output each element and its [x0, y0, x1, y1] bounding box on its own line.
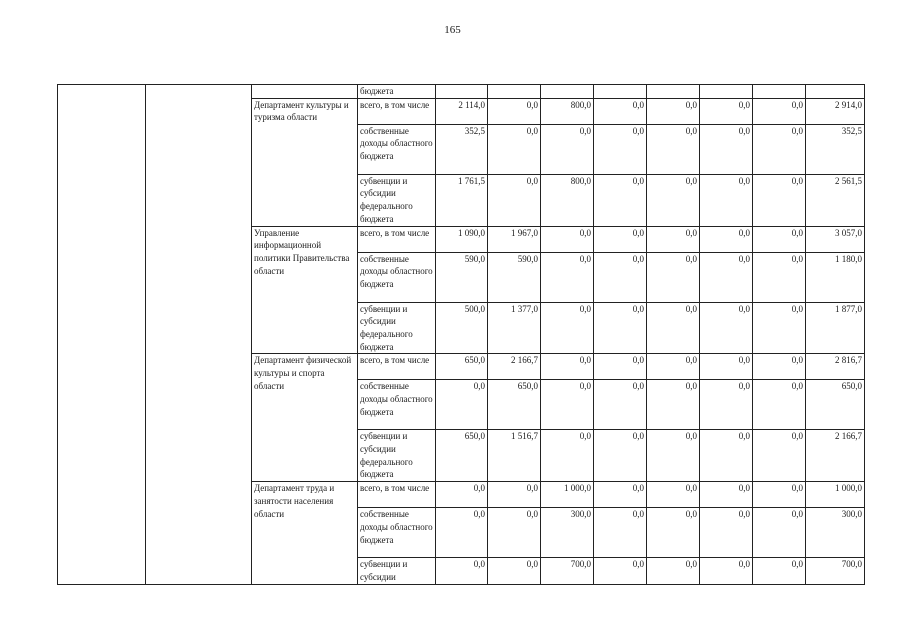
value-cell: 0,0 — [753, 482, 806, 508]
funding-source-label: всего, в том числе — [358, 98, 436, 124]
value-cell: 0,0 — [700, 302, 753, 354]
value-cell: 0,0 — [436, 558, 488, 585]
value-cell: 0,0 — [753, 380, 806, 430]
table-row — [58, 85, 865, 99]
total-value-cell: 300,0 — [806, 508, 865, 558]
total-value-cell: 352,5 — [806, 124, 865, 174]
total-value-cell: 1 877,0 — [806, 302, 865, 354]
value-cell: 0,0 — [700, 508, 753, 558]
value-cell: 0,0 — [700, 98, 753, 124]
value-cell: 352,5 — [436, 124, 488, 174]
value-cell: 590,0 — [436, 252, 488, 302]
value-cell: 1 377,0 — [488, 302, 541, 354]
value-cell: 0,0 — [541, 302, 594, 354]
value-cell: 1 000,0 — [541, 482, 594, 508]
value-cell: 0,0 — [541, 226, 594, 252]
value-cell: 0,0 — [647, 380, 700, 430]
value-cell: 0,0 — [594, 124, 647, 174]
value-cell: 0,0 — [647, 508, 700, 558]
value-cell: 0,0 — [594, 482, 647, 508]
value-cell: 0,0 — [753, 354, 806, 380]
value-cell: 0,0 — [700, 174, 753, 226]
department-name: Департамент труда и занятости населения области — [252, 482, 358, 585]
empty-cell — [146, 85, 252, 585]
value-cell: 0,0 — [753, 226, 806, 252]
value-cell: 0,0 — [753, 252, 806, 302]
value-cell: 800,0 — [541, 98, 594, 124]
department-name: Управление информационной политики Правительства области — [252, 226, 358, 354]
value-cell: 0,0 — [436, 508, 488, 558]
funding-source-label: субвенции и субсидии федерального бюджета — [358, 174, 436, 226]
value-cell: 0,0 — [594, 508, 647, 558]
value-cell: 0,0 — [753, 558, 806, 585]
department-name: Департамент культуры и туризма области — [252, 98, 358, 226]
value-cell: 1 967,0 — [488, 226, 541, 252]
total-value-cell: 2 914,0 — [806, 98, 865, 124]
value-cell: 590,0 — [488, 252, 541, 302]
empty-cell — [58, 85, 146, 585]
value-cell: 0,0 — [594, 174, 647, 226]
funding-source-label: бюджета — [358, 85, 436, 99]
value-cell: 650,0 — [436, 430, 488, 482]
value-cell — [541, 85, 594, 99]
funding-source-label: субвенции и субсидии федерального бюджета — [358, 302, 436, 354]
value-cell — [700, 85, 753, 99]
value-cell: 0,0 — [594, 226, 647, 252]
value-cell: 0,0 — [594, 354, 647, 380]
funding-source-label: субвенции и субсидии — [358, 558, 436, 585]
total-value-cell: 700,0 — [806, 558, 865, 585]
value-cell: 0,0 — [488, 482, 541, 508]
value-cell — [806, 85, 865, 99]
value-cell: 2 166,7 — [488, 354, 541, 380]
value-cell — [436, 85, 488, 99]
page-number: 165 — [444, 24, 461, 36]
value-cell: 800,0 — [541, 174, 594, 226]
funding-source-label: собственные доходы областного бюджета — [358, 252, 436, 302]
value-cell: 0,0 — [594, 302, 647, 354]
value-cell: 0,0 — [488, 174, 541, 226]
funding-source-label: субвенции и субсидии федерального бюджета — [358, 430, 436, 482]
total-value-cell: 650,0 — [806, 380, 865, 430]
total-value-cell: 2 816,7 — [806, 354, 865, 380]
value-cell: 0,0 — [647, 482, 700, 508]
value-cell: 500,0 — [436, 302, 488, 354]
value-cell — [594, 85, 647, 99]
value-cell: 0,0 — [700, 226, 753, 252]
value-cell: 0,0 — [753, 98, 806, 124]
value-cell: 0,0 — [541, 380, 594, 430]
value-cell: 0,0 — [647, 174, 700, 226]
value-cell: 0,0 — [488, 124, 541, 174]
value-cell: 0,0 — [700, 380, 753, 430]
value-cell: 0,0 — [541, 430, 594, 482]
value-cell: 0,0 — [647, 98, 700, 124]
value-cell: 0,0 — [594, 430, 647, 482]
value-cell: 0,0 — [700, 124, 753, 174]
value-cell: 700,0 — [541, 558, 594, 585]
value-cell: 0,0 — [647, 354, 700, 380]
value-cell: 0,0 — [647, 302, 700, 354]
value-cell: 0,0 — [488, 508, 541, 558]
value-cell: 0,0 — [488, 558, 541, 585]
value-cell: 650,0 — [436, 354, 488, 380]
value-cell: 0,0 — [594, 380, 647, 430]
value-cell: 0,0 — [753, 174, 806, 226]
funding-source-label: всего, в том числе — [358, 354, 436, 380]
funding-source-label: собственные доходы областного бюджета — [358, 124, 436, 174]
table-body — [58, 85, 865, 585]
value-cell — [488, 85, 541, 99]
funding-source-label: всего, в том числе — [358, 226, 436, 252]
empty-cell — [252, 85, 358, 99]
value-cell: 0,0 — [700, 482, 753, 508]
value-cell: 0,0 — [541, 354, 594, 380]
value-cell: 650,0 — [488, 380, 541, 430]
value-cell: 0,0 — [647, 430, 700, 482]
value-cell: 0,0 — [488, 98, 541, 124]
value-cell: 0,0 — [541, 252, 594, 302]
total-value-cell: 3 057,0 — [806, 226, 865, 252]
funding-source-label: всего, в том числе — [358, 482, 436, 508]
value-cell: 1 516,7 — [488, 430, 541, 482]
value-cell: 0,0 — [647, 252, 700, 302]
total-value-cell: 1 000,0 — [806, 482, 865, 508]
value-cell: 0,0 — [647, 226, 700, 252]
value-cell: 0,0 — [700, 430, 753, 482]
value-cell: 2 114,0 — [436, 98, 488, 124]
value-cell: 0,0 — [594, 252, 647, 302]
value-cell: 0,0 — [436, 482, 488, 508]
value-cell: 0,0 — [594, 558, 647, 585]
department-name: Департамент физической культуры и спорта области — [252, 354, 358, 482]
total-value-cell: 2 166,7 — [806, 430, 865, 482]
value-cell: 0,0 — [647, 558, 700, 585]
value-cell: 300,0 — [541, 508, 594, 558]
value-cell: 0,0 — [753, 430, 806, 482]
value-cell: 0,0 — [753, 302, 806, 354]
value-cell: 1 761,5 — [436, 174, 488, 226]
total-value-cell: 1 180,0 — [806, 252, 865, 302]
value-cell: 0,0 — [700, 252, 753, 302]
value-cell: 0,0 — [541, 124, 594, 174]
funding-source-label: собственные доходы областного бюджета — [358, 508, 436, 558]
value-cell: 0,0 — [700, 558, 753, 585]
total-value-cell: 2 561,5 — [806, 174, 865, 226]
value-cell: 0,0 — [753, 508, 806, 558]
budget-table — [57, 84, 865, 585]
value-cell: 1 090,0 — [436, 226, 488, 252]
value-cell — [647, 85, 700, 99]
funding-source-label: собственные доходы областного бюджета — [358, 380, 436, 430]
value-cell: 0,0 — [594, 98, 647, 124]
value-cell — [753, 85, 806, 99]
value-cell: 0,0 — [436, 380, 488, 430]
value-cell: 0,0 — [647, 124, 700, 174]
value-cell: 0,0 — [753, 124, 806, 174]
value-cell: 0,0 — [700, 354, 753, 380]
